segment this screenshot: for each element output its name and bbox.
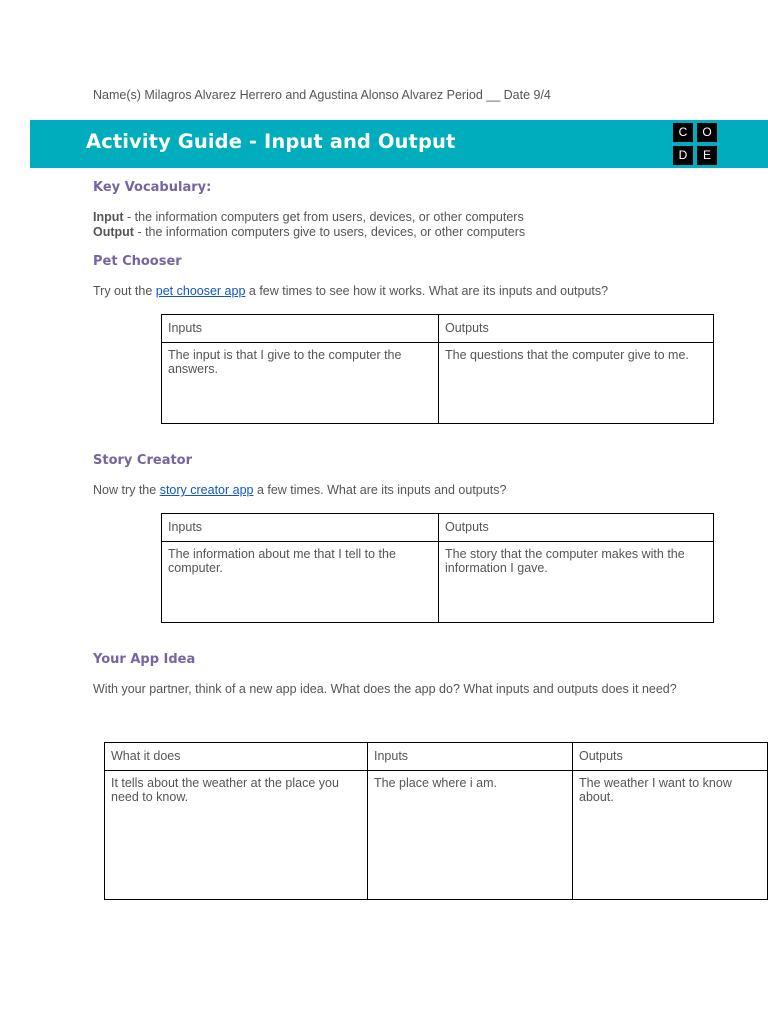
story-creator-heading: Story Creator: [93, 453, 193, 468]
vocab-input: [93, 210, 524, 225]
vocab-definition: - the information computers give to users, devices, or other computers: [133, 225, 526, 239]
student-info-line: Name(s) Milagros Alvarez Herrero and Agustina Alonso Alvarez Period __ Date 9/4: [93, 88, 551, 102]
pet-chooser-intro: [93, 284, 608, 299]
pet-chooser-link[interactable]: pet chooser app: [155, 284, 246, 298]
table-header-what-it-does: What it does: [105, 743, 368, 771]
logo-letter: D: [673, 146, 693, 165]
vocab-term: Input: [93, 210, 124, 224]
vocab-heading: Key Vocabulary:: [93, 180, 212, 195]
table-header-outputs: Outputs: [573, 743, 768, 771]
logo-letter: C: [673, 123, 693, 142]
table-cell-inputs[interactable]: The input is that I give to the computer the answers.: [162, 343, 439, 424]
code-org-logo: [670, 120, 722, 168]
vocab-output: [93, 225, 525, 240]
story-creator-link[interactable]: story creator app: [159, 483, 254, 497]
table-cell-outputs[interactable]: The story that the computer makes with the information I gave.: [439, 542, 714, 623]
story-creator-intro: [93, 483, 506, 498]
app-idea-heading: Your App Idea: [93, 652, 196, 667]
table-cell-what-it-does[interactable]: It tells about the weather at the place you need to know.: [105, 771, 368, 900]
intro-text: Try out the: [93, 284, 156, 298]
intro-text: Now try the: [93, 483, 160, 497]
table-header-inputs: Inputs: [162, 514, 439, 542]
app-idea-table: [104, 742, 768, 900]
story-creator-table: [161, 513, 714, 623]
table-header-inputs: Inputs: [162, 315, 439, 343]
table-cell-outputs[interactable]: The questions that the computer give to me.: [439, 343, 714, 424]
table-cell-inputs[interactable]: The place where i am.: [368, 771, 573, 900]
vocab-definition: - the information computers get from users, devices, or other computers: [123, 210, 524, 224]
pet-chooser-table: [161, 314, 714, 424]
table-header-inputs: Inputs: [368, 743, 573, 771]
logo-letter: E: [697, 146, 717, 165]
page-title: Activity Guide - Input and Output: [86, 130, 456, 153]
vocab-term: Output: [93, 225, 134, 239]
table-header-outputs: Outputs: [439, 514, 714, 542]
intro-text: a few times. What are its inputs and outputs?: [253, 483, 507, 497]
app-idea-intro: With your partner, think of a new app idea. What does the app do? What inputs and outputs does it need?: [93, 682, 677, 696]
table-header-outputs: Outputs: [439, 315, 714, 343]
table-cell-outputs[interactable]: The weather I want to know about.: [573, 771, 768, 900]
intro-text: a few times to see how it works. What are its inputs and outputs?: [245, 284, 609, 298]
pet-chooser-heading: Pet Chooser: [93, 254, 182, 269]
logo-letter: O: [697, 123, 717, 142]
table-cell-inputs[interactable]: The information about me that I tell to the computer.: [162, 542, 439, 623]
title-banner: [30, 120, 768, 168]
